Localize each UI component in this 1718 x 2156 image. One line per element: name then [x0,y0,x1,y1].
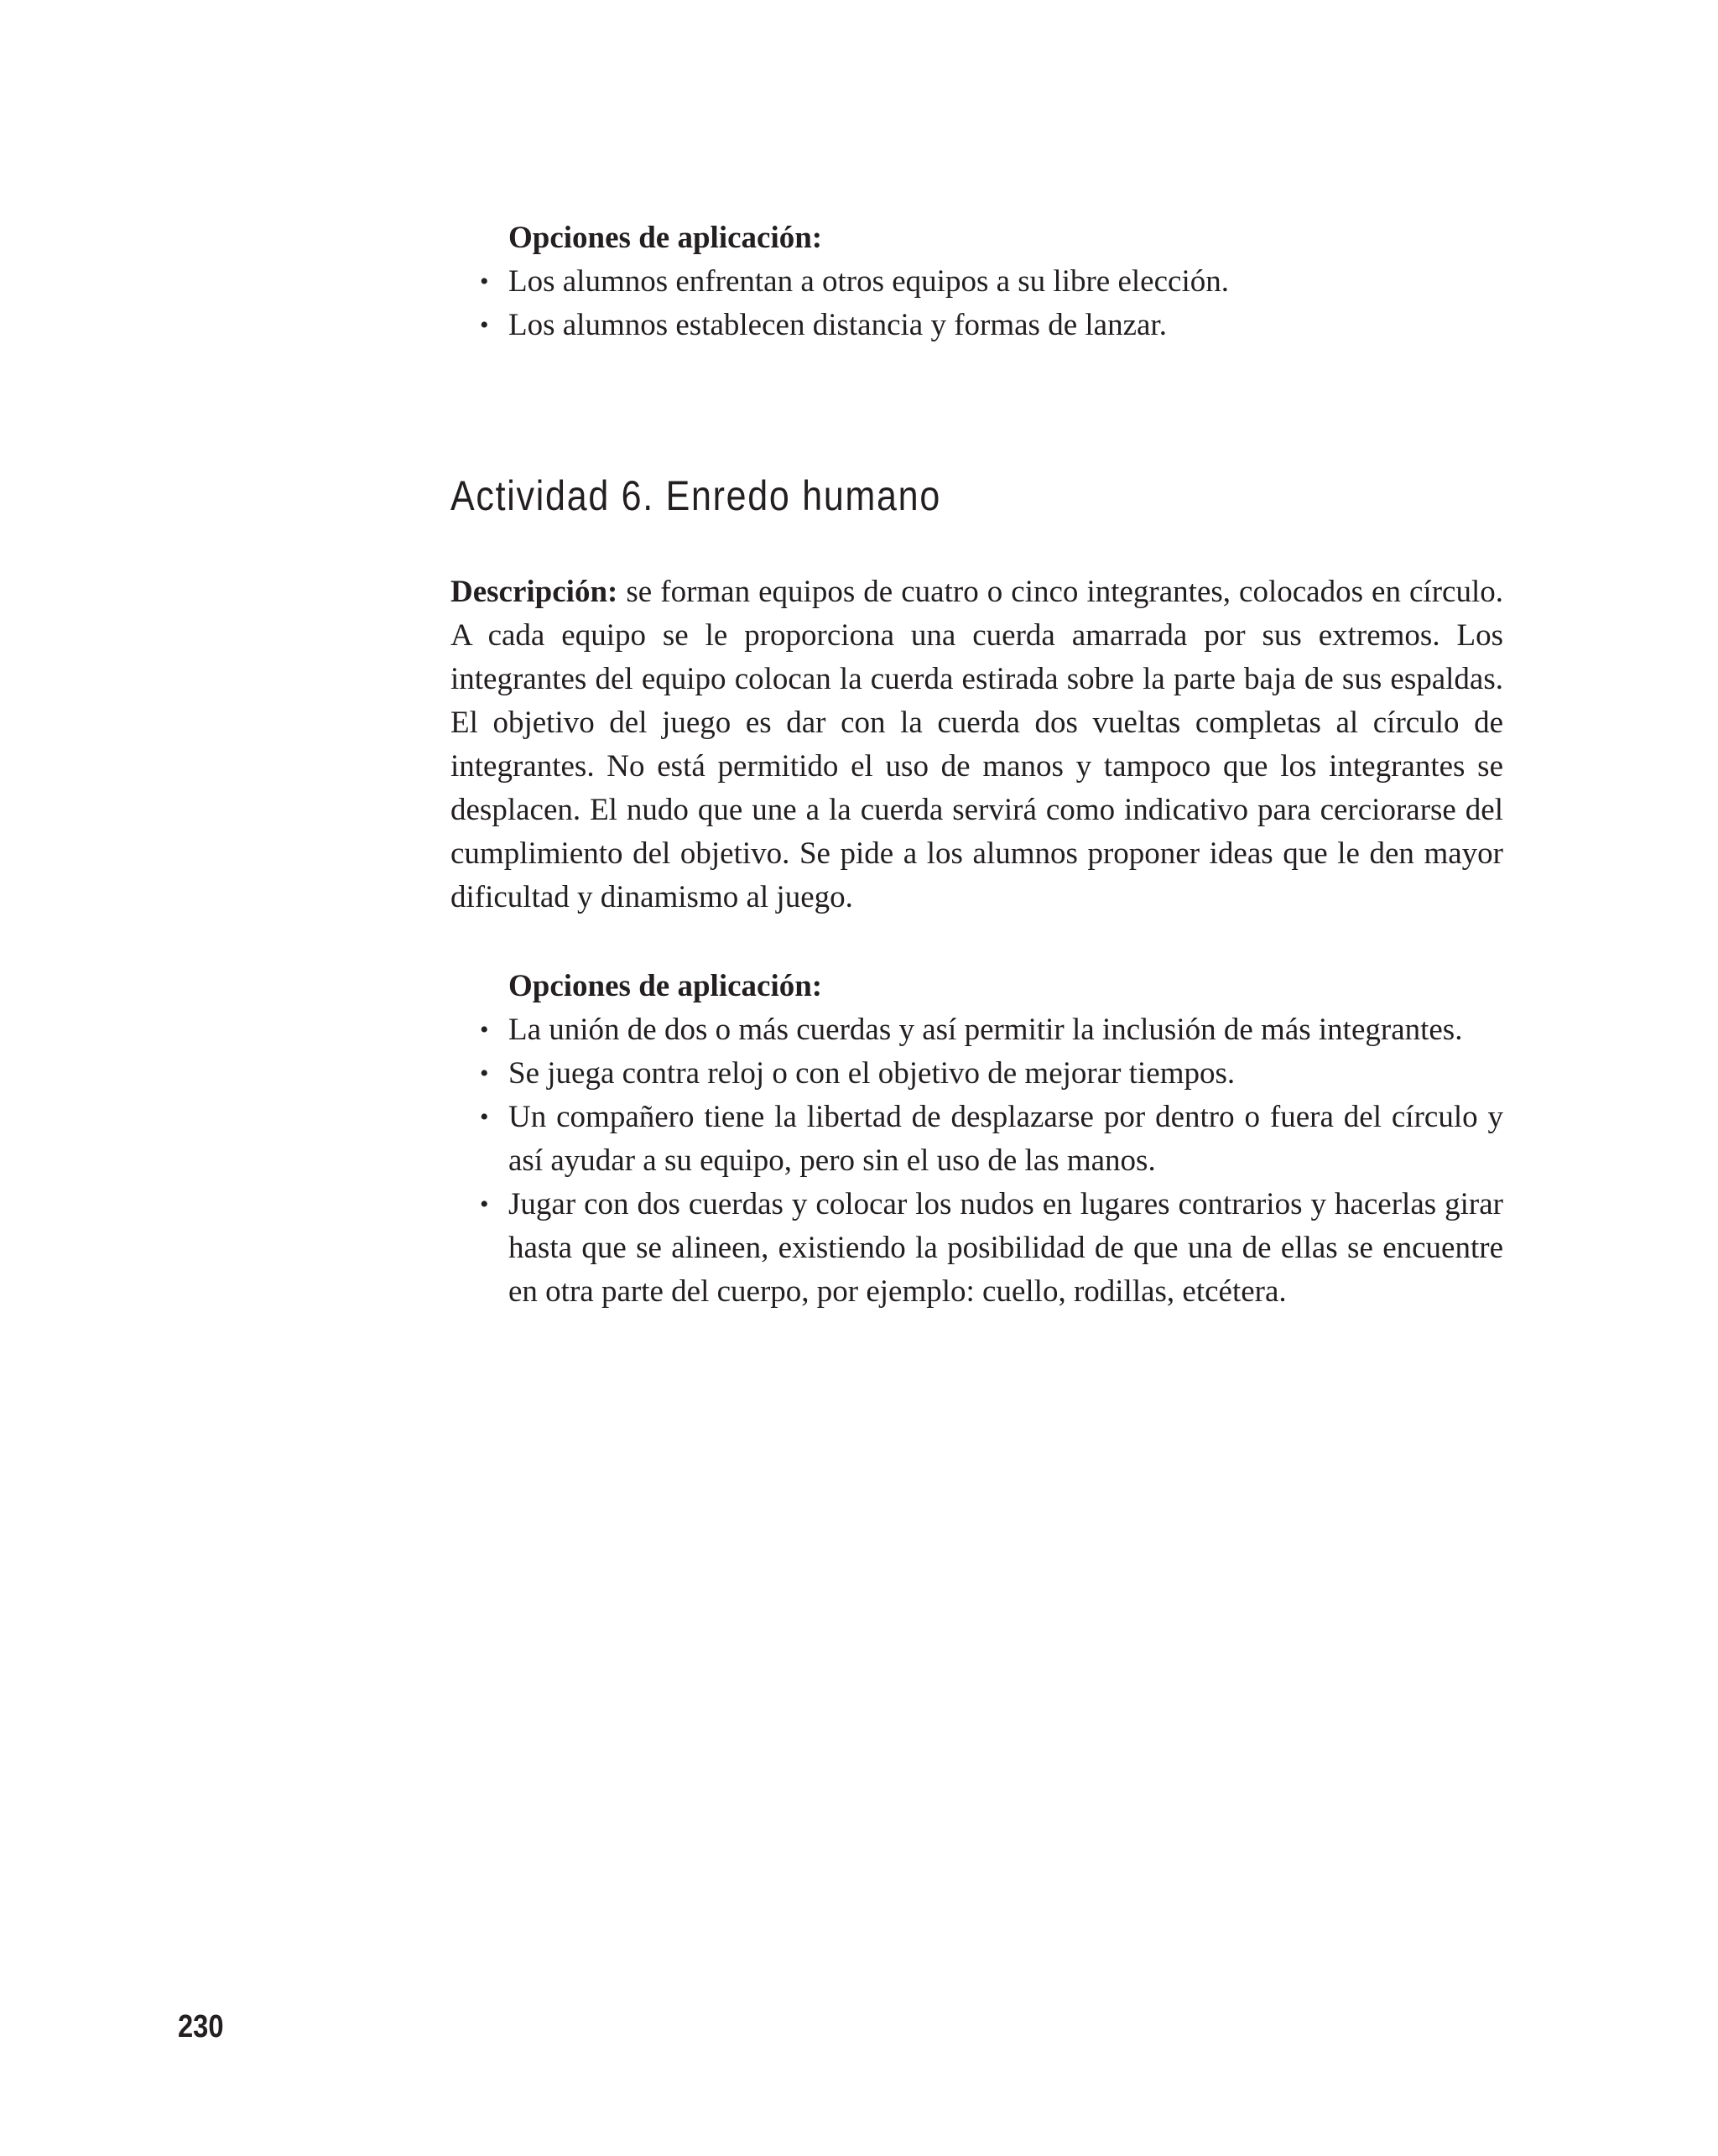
top-application-options [453,216,1502,347]
description-label: Descripción: [450,575,627,609]
options-list [453,260,1502,347]
list-item [453,1052,1503,1096]
list-item-text: Jugar con dos cuerdas y colocar los nudos en lugares contrarios y hacerlas girar hasta que se alineen, existiendo la posibilidad de que una de ellas se encuentre en otra parte del cuerpo, por ejemplo: cuello, rodillas, etcétera. [508,1187,1503,1309]
bullet-icon: • [480,311,489,339]
list-item-text: La unión de dos o más cuerdas y así permitir la inclusión de más integrantes. [508,1013,1463,1047]
bottom-application-options [453,965,1503,1314]
list-item [453,1008,1503,1052]
list-item-text: Los alumnos enfrentan a otros equipos a su libre elección. [508,264,1229,299]
options-list [453,1008,1503,1314]
options-heading: Opciones de aplicación: [508,969,823,1003]
list-item [453,1096,1503,1183]
options-heading: Opciones de aplicación: [508,221,823,255]
page-number: 230 [178,2009,224,2044]
activity-description [450,570,1503,919]
bullet-icon: • [480,268,489,295]
description-text: se forman equipos de cuatro o cinco integrantes, colocados en círculo. A cada equipo se le proporciona una cuerda amarrada por sus extremos. Los integrantes del equipo colocan la cuerda estirada sobre la parte baja de sus espaldas. El objetivo del juego es dar con la cuerda dos vueltas completas al círculo de integrantes. No está permitido el uso de manos y tampoco que los integrantes se desplacen. El nudo que une a la cuerda servirá como indicativo para cerciorarse del cumplimiento del objetivo. Se pide a los alumnos proponer ideas que le den mayor dificultad y dinamismo al juego. [450,575,1503,914]
list-item [453,1183,1503,1314]
list-item [453,260,1502,304]
list-item-text: Un compañero tiene la libertad de desplazarse por dentro o fuera del círculo y así ayudar a su equipo, pero sin el uso de las manos. [508,1100,1503,1178]
bullet-icon: • [480,1103,489,1131]
list-item [453,304,1502,347]
bullet-icon: • [480,1190,489,1218]
activity-title: Actividad 6. Enredo humano [450,472,941,519]
bullet-icon: • [480,1060,489,1087]
list-item-text: Los alumnos establecen distancia y formas de lanzar. [508,308,1167,342]
bullet-icon: • [480,1016,489,1044]
list-item-text: Se juega contra reloj o con el objetivo de mejorar tiempos. [508,1056,1236,1091]
